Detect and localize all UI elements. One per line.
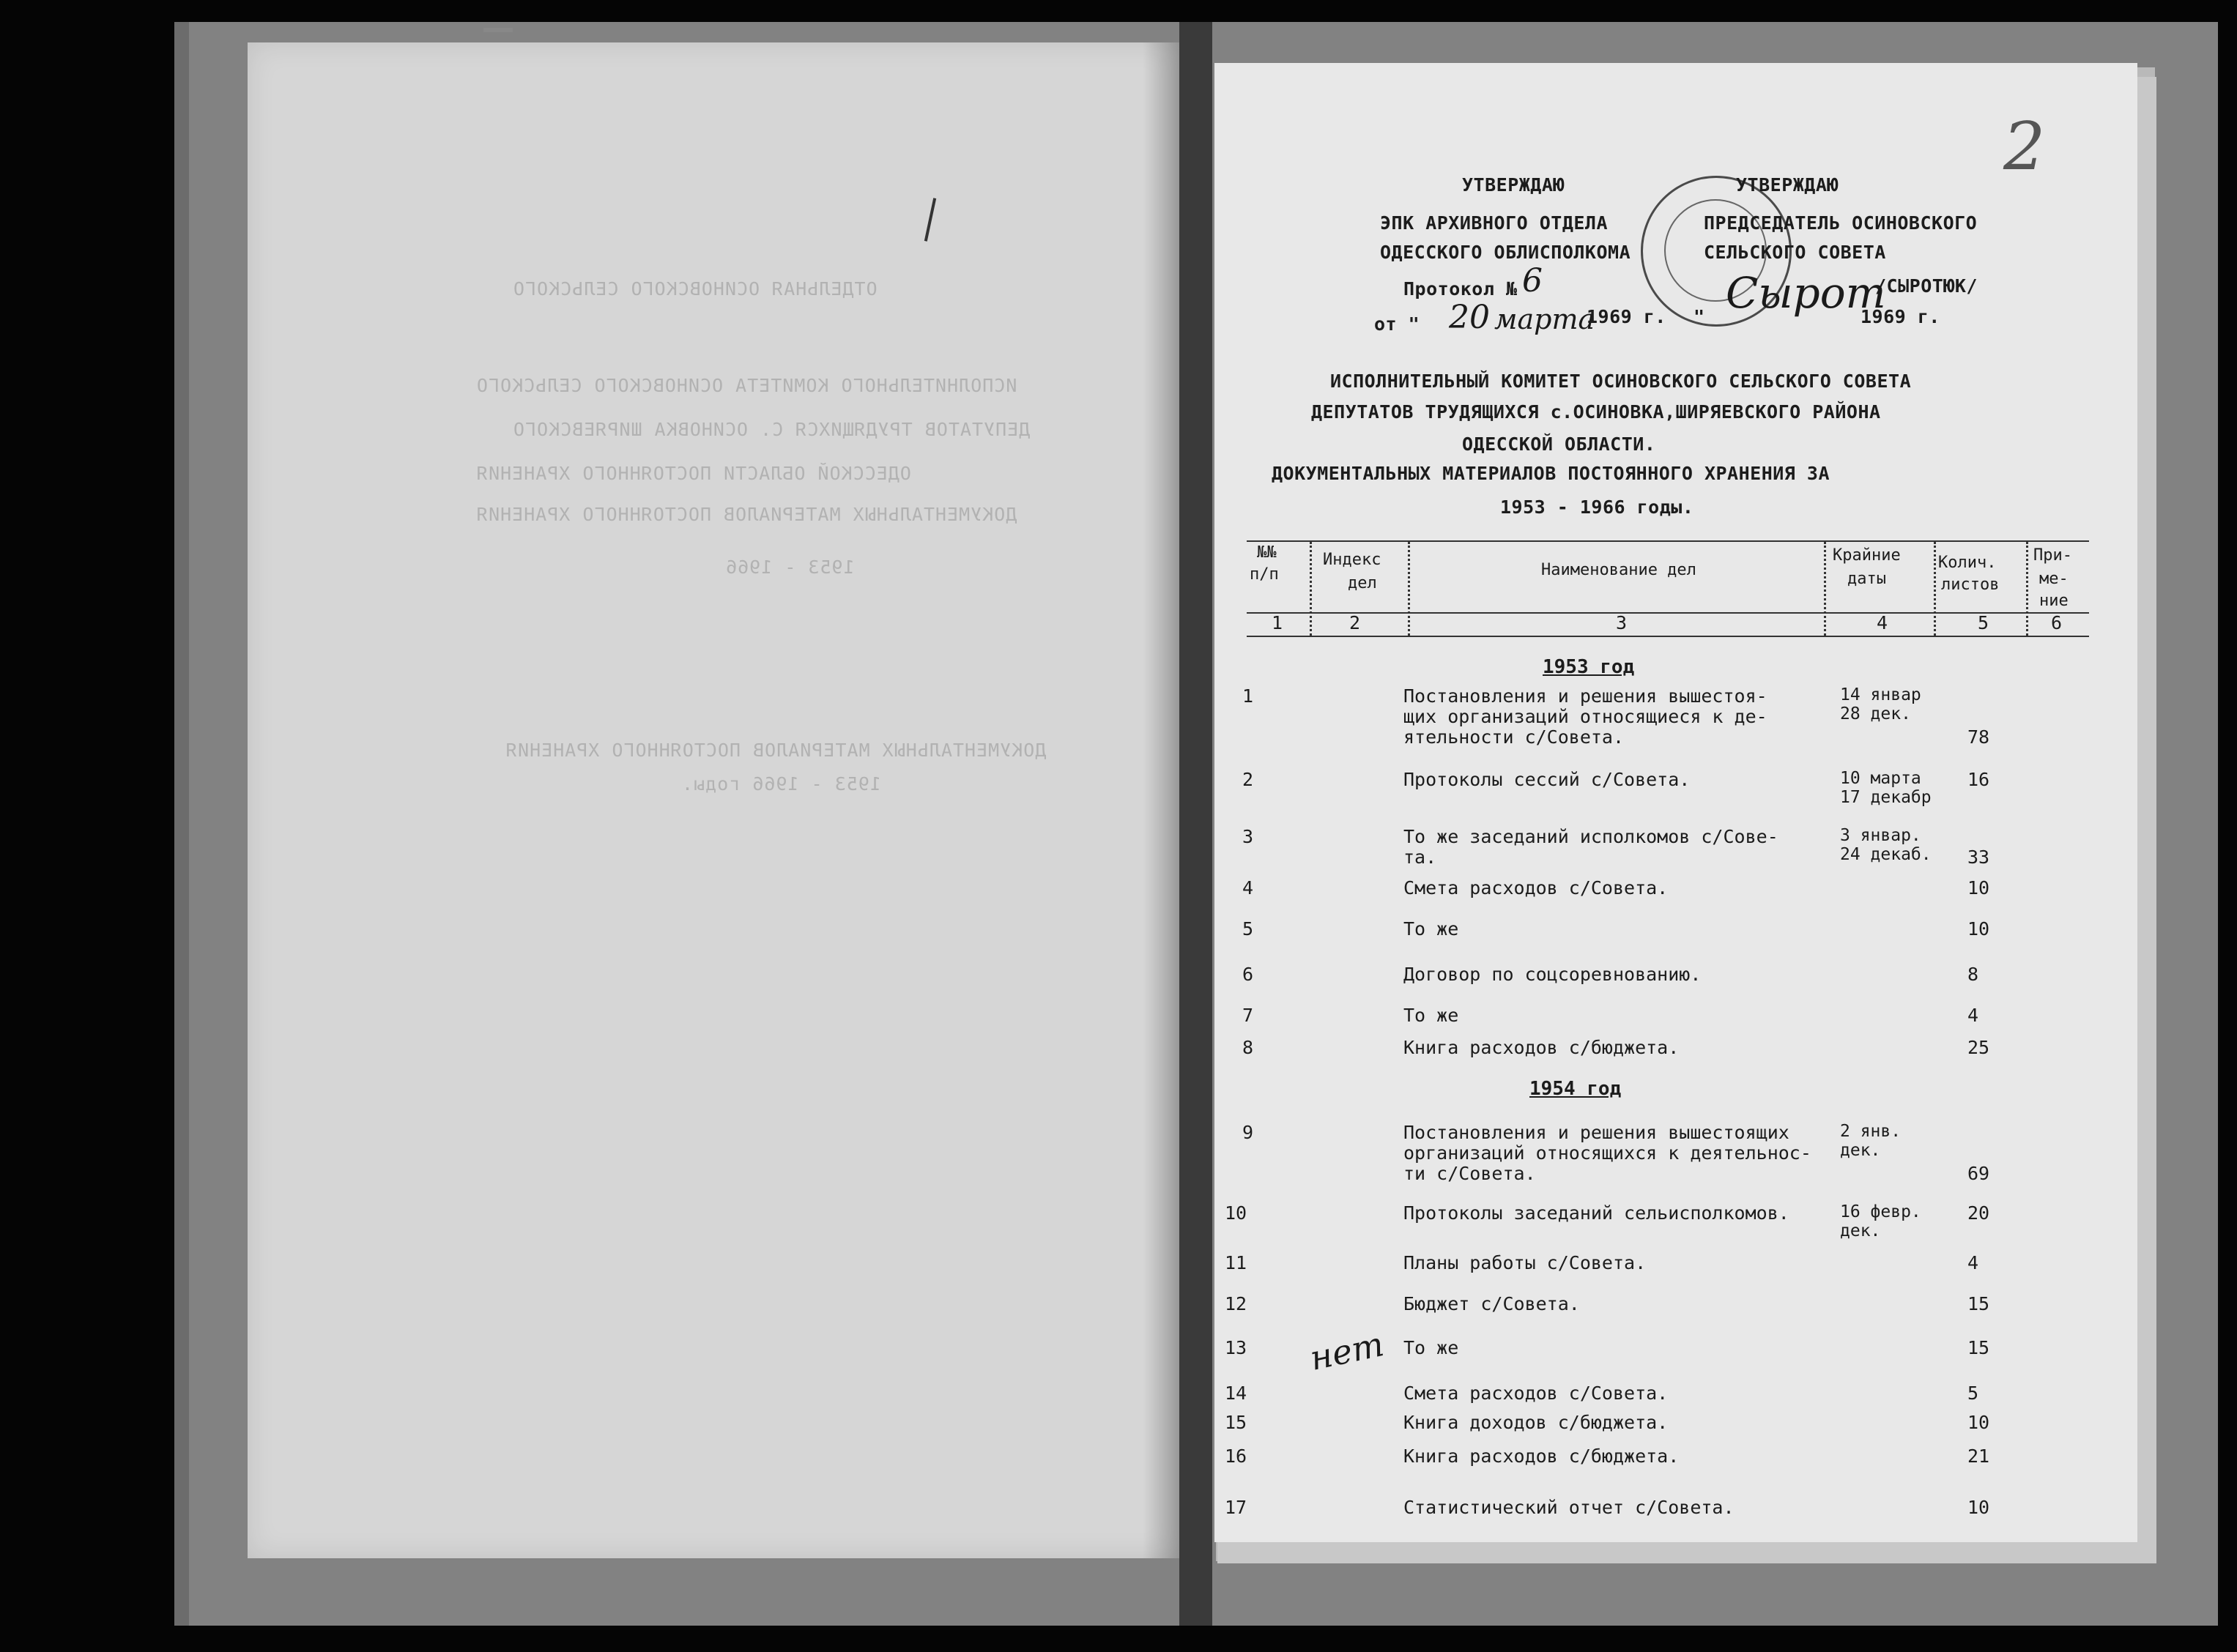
approve-right-line2: ПРЕДСЕДАТЕЛЬ ОСИНОВСКОГО [1704,212,1978,234]
row-sheet-count: 8 [1967,964,1979,985]
row-title: организаций относящихся к деятельнос- [1403,1142,1811,1164]
row-title: Смета расходов с/Совета. [1403,1383,1669,1404]
ghost-line: ИСПОЛНИТЕЛЬНОГО КОМИТЕТА ОСИНОВСКОГО СЕЛЬСКОГО [476,375,1017,396]
row-title: Планы работы с/Совета. [1403,1252,1647,1273]
row-number: 8 [1242,1037,1254,1058]
row-title: То же [1403,1337,1459,1358]
row-title: ятельности с/Совета. [1403,726,1625,748]
row-number: 4 [1242,877,1254,898]
row-dates: 28 дек. [1840,704,1911,723]
row-number: 14 [1225,1383,1247,1404]
cover-edge [174,22,189,1626]
header-num-1: №№ [1257,543,1277,562]
approve-left-line5-pre: от " [1374,313,1420,335]
ghost-line: 1953 - 1966 годы. [681,773,881,795]
row-title: Смета расходов с/Совета. [1403,877,1669,898]
table-col-divider [1824,542,1826,636]
row-number: 7 [1242,1005,1254,1026]
row-title: То же [1403,1005,1459,1026]
col-number: 2 [1349,612,1361,633]
header-dates-2: даты [1847,570,1886,588]
row-sheet-count: 4 [1967,1252,1979,1273]
row-sheet-count: 15 [1967,1337,1990,1358]
row-number: 9 [1242,1122,1254,1143]
row-title: То же [1403,918,1459,940]
row-sheet-count: 10 [1967,1412,1990,1433]
ghost-line: 1953 - 1966 [725,557,855,578]
doc-title-line3: ОДЕССКОЙ ОБЛАСТИ. [1462,434,1656,455]
header-num-2: п/п [1250,565,1279,584]
row-sheet-count: 10 [1967,918,1990,940]
row-dates: дек. [1840,1221,1881,1240]
approve-left-line4: Протокол № [1403,278,1518,299]
year-heading: 1954 год [1529,1078,1622,1100]
col-number: 3 [1616,612,1628,633]
row-number: 10 [1225,1202,1247,1224]
row-dates: 14 январ [1840,685,1921,704]
row-dates: 10 марта [1840,769,1921,788]
row-sheet-count: 16 [1967,769,1990,790]
approve-left-line1: УТВЕРЖДАЮ [1462,174,1565,196]
row-sheet-count: 4 [1967,1005,1979,1026]
header-index-1: Индекс [1323,551,1381,569]
table-col-divider [1408,542,1410,636]
margin-note: нет [1306,1324,1387,1378]
row-sheet-count: 25 [1967,1037,1990,1058]
table-header-rule [1247,612,2089,614]
header-name: Наименование дел [1541,561,1696,579]
protocol-number: 6 [1522,262,1543,299]
row-number: 15 [1225,1412,1247,1433]
row-sheet-count: 10 [1967,1497,1990,1518]
row-number: 6 [1242,964,1254,985]
header-note-1: При- [2033,546,2072,565]
col-number: 4 [1877,612,1888,633]
row-number: 5 [1242,918,1254,940]
row-sheet-count: 69 [1967,1163,1990,1184]
ghost-line: ДЕПУТАТОВ ТРУДЯЩИХСЯ С. ОСИНОВКА ШИРЯЕВСКОГО [513,419,1031,440]
row-dates: 24 декаб. [1840,845,1932,864]
row-title: Постановления и решения вышестоя- [1403,685,1767,707]
row-title: Протоколы заседаний сельисполкомов. [1403,1202,1789,1224]
row-dates: 16 февр. [1840,1202,1921,1221]
table-col-divider [1934,542,1936,636]
doc-title-line2: ДЕПУТАТОВ ТРУДЯЩИХСЯ с.ОСИНОВКА,ШИРЯЕВСКОГО РАЙОНА [1311,401,1881,423]
table-colnum-rule [1247,636,2089,637]
approve-right-line5-pre: " [1693,306,1705,327]
header-index-2: дел [1348,574,1377,592]
row-number: 11 [1225,1252,1247,1273]
row-title: та. [1403,847,1437,868]
header-note-3: ние [2039,592,2069,610]
row-title: ти с/Совета. [1403,1163,1536,1184]
table-top-rule [1247,540,2089,542]
ghost-line: ДОКУМЕНТАЛЬНЫХ МАТЕРИАЛОВ ПОСТОЯННОГО ХРАНЕНИЯ [505,740,1047,761]
row-number: 16 [1225,1446,1247,1467]
row-title: Бюджет с/Совета. [1403,1293,1580,1314]
approve-left-line5-post: 1969 г. [1587,306,1666,327]
row-title: Постановления и решения вышестоящих [1403,1122,1789,1143]
approve-right-line4: /СЫРОТЮК/ [1875,275,1978,297]
row-number: 2 [1242,769,1254,790]
left-top-mark [483,28,513,32]
folder-spine [1179,22,1212,1626]
col-number: 5 [1978,612,1989,633]
row-title: щих организаций относящиеся к де- [1403,706,1767,727]
row-number: 1 [1242,685,1254,707]
col-number: 6 [2051,612,2063,633]
row-sheet-count: 10 [1967,877,1990,898]
row-number: 12 [1225,1293,1247,1314]
row-title: Книга расходов с/бюджета. [1403,1037,1680,1058]
row-dates: 2 янв. [1840,1122,1902,1141]
approve-month: марта [1494,303,1595,335]
header-count-1: Колич. [1938,554,1997,572]
row-number: 13 [1225,1337,1247,1358]
row-sheet-count: 21 [1967,1446,1990,1467]
approve-left-line3: ОДЕССКОГО ОБЛИСПОЛКОМА [1380,242,1631,263]
row-number: 17 [1225,1497,1247,1518]
row-sheet-count: 33 [1967,847,1990,868]
approve-right-line3: СЕЛЬСКОГО СОВЕТА [1704,242,1886,263]
row-title: Книга доходов с/бюджета. [1403,1412,1669,1433]
row-number: 3 [1242,826,1254,847]
row-sheet-count: 20 [1967,1202,1990,1224]
ghost-line: ДОКУМЕНТАЛЬНЫХ МАТЕРИАЛОВ ПОСТОЯННОГО ХРАНЕНИЯ [476,504,1017,525]
page-number: 2 [2003,108,2046,185]
approve-right-line5-post: 1969 г. [1861,306,1940,327]
doc-title-line5: 1953 - 1966 годы. [1500,496,1694,518]
row-dates: дек. [1840,1141,1881,1160]
ghost-line: ОТДЕЛЬНАЯ ОСИНОВСКОГО СЕЛЬСКОГО [513,278,878,299]
row-title: Статистический отчет с/Совета. [1403,1497,1735,1518]
row-dates: 17 декабр [1840,788,1932,807]
row-title: Протоколы сессий с/Совета. [1403,769,1691,790]
left-page-shadow [1143,42,1179,1558]
header-dates-1: Крайние [1833,546,1901,565]
row-sheet-count: 78 [1967,726,1990,748]
row-sheet-count: 15 [1967,1293,1990,1314]
row-title: Договор по соцсоревнованию. [1403,964,1702,985]
header-note-2: ме- [2039,570,2069,588]
ghost-line: ОДЕССКОЙ ОБЛАСТИ ПОСТОЯННОГО ХРАНЕНИЯ [476,463,911,484]
row-title: Книга расходов с/бюджета. [1403,1446,1680,1467]
chairman-signature: Сырот [1726,268,1886,318]
row-sheet-count: 5 [1967,1383,1979,1404]
doc-title-line1: ИСПОЛНИТЕЛЬНЫЙ КОМИТЕТ ОСИНОВСКОГО СЕЛЬСКОГО СОВЕТА [1330,371,1912,392]
row-dates: 3 январ. [1840,826,1921,845]
approve-left-line2: ЭПК АРХИВНОГО ОТДЕЛА [1380,212,1609,234]
table-col-divider [1310,542,1312,636]
approve-right-line1: УТВЕРЖДАЮ [1736,174,1839,196]
approve-day: 20 [1449,299,1490,336]
left-page [248,42,1179,1558]
col-number: 1 [1272,612,1283,633]
header-count-2: листов [1941,576,2000,594]
table-col-divider [2026,542,2028,636]
doc-title-line4: ДОКУМЕНТАЛЬНЫХ МАТЕРИАЛОВ ПОСТОЯННОГО ХРАНЕНИЯ ЗА [1272,463,1830,484]
row-title: То же заседаний исполкомов с/Сове- [1403,826,1778,847]
year-heading: 1953 год [1543,656,1635,678]
